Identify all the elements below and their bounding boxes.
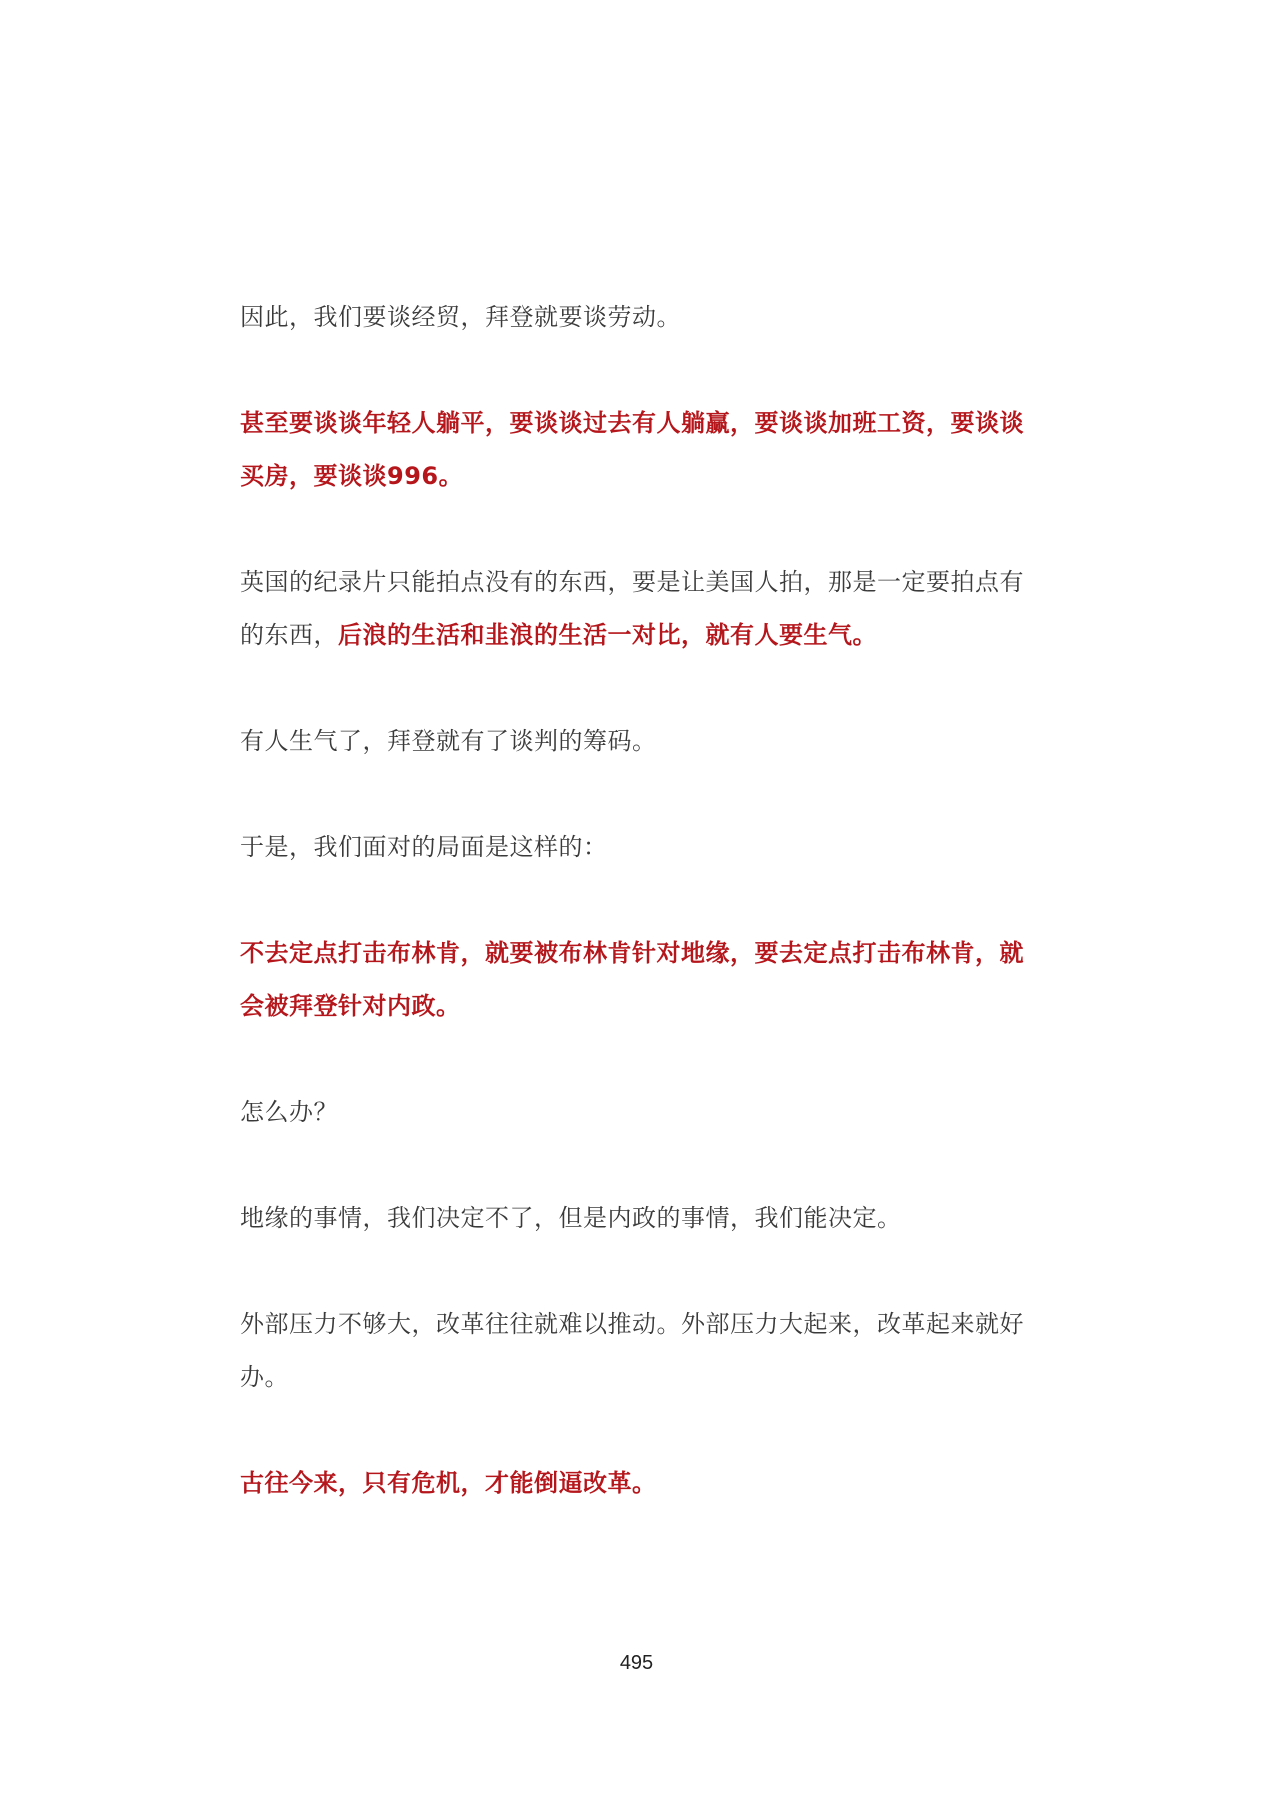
- paragraph-3-normal-text: 英国的纪录片只能拍点没有的东西，要是让美国人拍，那是一定要拍点有的东西，: [240, 568, 1024, 649]
- paragraph-3: [240, 556, 1040, 662]
- paragraph-2-emphasis: 甚至要谈谈年轻人躺平，要谈谈过去有人躺赢，要谈谈加班工资，要谈谈买房，要谈谈996。: [240, 409, 1024, 490]
- page-content: [240, 291, 1040, 1563]
- paragraph-10-emphasis: 古往今来，只有危机，才能倒逼改革。: [240, 1469, 657, 1497]
- paragraph-6-emphasis: 不去定点打击布林肯，就要被布林肯针对地缘，要去定点打击布林肯，就会被拜登针对内政。: [240, 939, 1024, 1020]
- page-number: 495: [619, 1652, 654, 1674]
- paragraph-9: 外部压力不够大，改革往往就难以推动。外部压力大起来，改革起来就好办。: [240, 1310, 1024, 1391]
- paragraph-3-emphasis-text: 后浪的生活和韭浪的生活一对比，就有人要生气。: [338, 621, 877, 649]
- paragraph-8: 地缘的事情，我们决定不了，但是内政的事情，我们能决定。: [240, 1204, 902, 1232]
- paragraph-5: 于是，我们面对的局面是这样的：: [240, 833, 608, 861]
- paragraph-1: 因此，我们要谈经贸，拜登就要谈劳动。: [240, 303, 681, 331]
- paragraph-7: 怎么办？: [240, 1098, 338, 1126]
- paragraph-4: 有人生气了，拜登就有了谈判的筹码。: [240, 727, 657, 755]
